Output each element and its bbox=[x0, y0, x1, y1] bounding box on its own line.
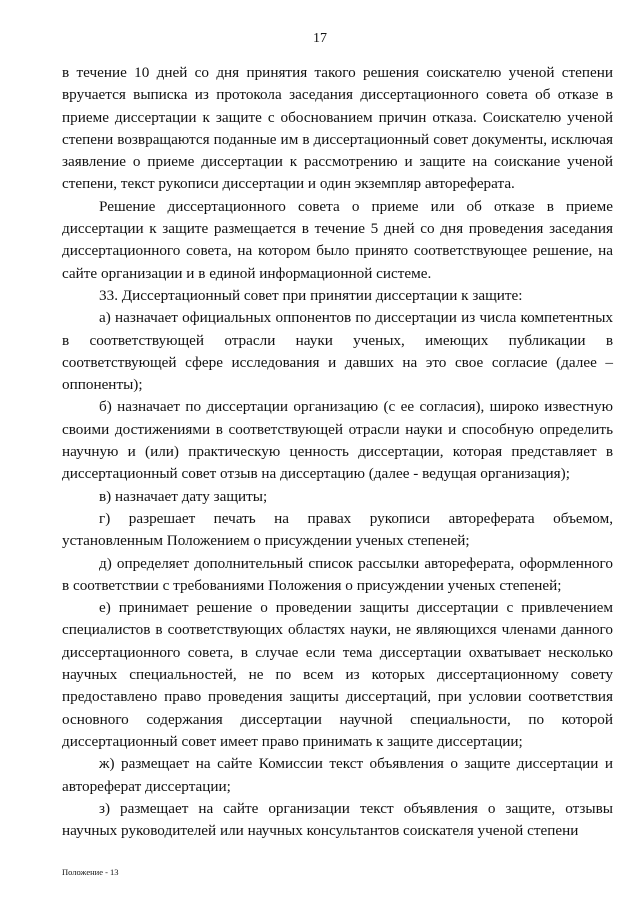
paragraph-item-33: 33. Диссертационный совет при принятии диссертации к защите: bbox=[99, 286, 523, 304]
page-footer: Положение - 13 bbox=[62, 867, 119, 877]
paragraph-continuation: в течение 10 дней со дня принятия такого решения соискателю ученой степени вручается выписка из протокола заседания диссертационного совета об отказе в приеме диссертации к защите с обоснованием причин отказа. Соискателю ученой степени возвращаются поданные им в диссертационный совет документы, исключая заявление о приеме диссертации к рассмотрению и защите на соискание ученой степени, текст рукописи диссертации и один экземпляр автореферата. bbox=[62, 64, 613, 193]
list-item-d: д) определяет дополнительный список рассылки автореферата, оформленного в соответствии с требованиями Положения о присуждении ученых степеней; bbox=[62, 554, 613, 594]
list-item-z: з) размещает на сайте организации текст объявления о защите, отзывы научных руководителей или научных консультантов соискателя ученой степени bbox=[62, 799, 613, 840]
list-item-a: а) назначает официальных оппонентов по диссертации из числа компетентных в соответствующей отрасли науки ученых, имеющих публикации в соответствующей сфере исследования и давших на это свое согласие (далее – оппоненты); bbox=[62, 309, 613, 394]
list-item-v: в) назначает дату защиты; bbox=[99, 487, 268, 505]
page-number: 17 bbox=[313, 31, 327, 46]
list-item-b: б) назначает по диссертации организацию (с ее согласия), широко известную своими достижениями в соответствующей отрасли науки и способную определить научную и (или) практическую ценность диссертации, которая представляет в диссертационный совет отзыв на диссертацию (далее - ведущая организация); bbox=[62, 398, 613, 483]
list-item-g: г) разрешает печать на правах рукописи автореферата объемом, установленным Положением о присуждении ученых степеней; bbox=[62, 509, 613, 550]
list-item-e: е) принимает решение о проведении защиты диссертации с привлечением специалистов в соответствующих областях науки, не являющихся членами данного диссертационного совета, в случае если тема диссертации охватывает несколько научных специальностей, не по всем из которых диссертационному совету предоставлено право проведения защиты диссертаций, при условии соответствия основного содержания диссертации научной специальности, по которой диссертационный совет имеет право принимать к защите диссертации; bbox=[62, 599, 613, 750]
paragraph-decision-publication: Решение диссертационного совета о приеме или об отказе в приеме диссертации к защите размещается в течение 5 дней со дня проведения заседания диссертационного совета, на котором было принято соответствующее решение, на сайте организации и в единой информационной системе. bbox=[62, 197, 613, 282]
list-item-zh: ж) размещает на сайте Комиссии текст объявления о защите диссертации и автореферат диссертации; bbox=[62, 755, 613, 795]
document-body bbox=[62, 62, 613, 842]
